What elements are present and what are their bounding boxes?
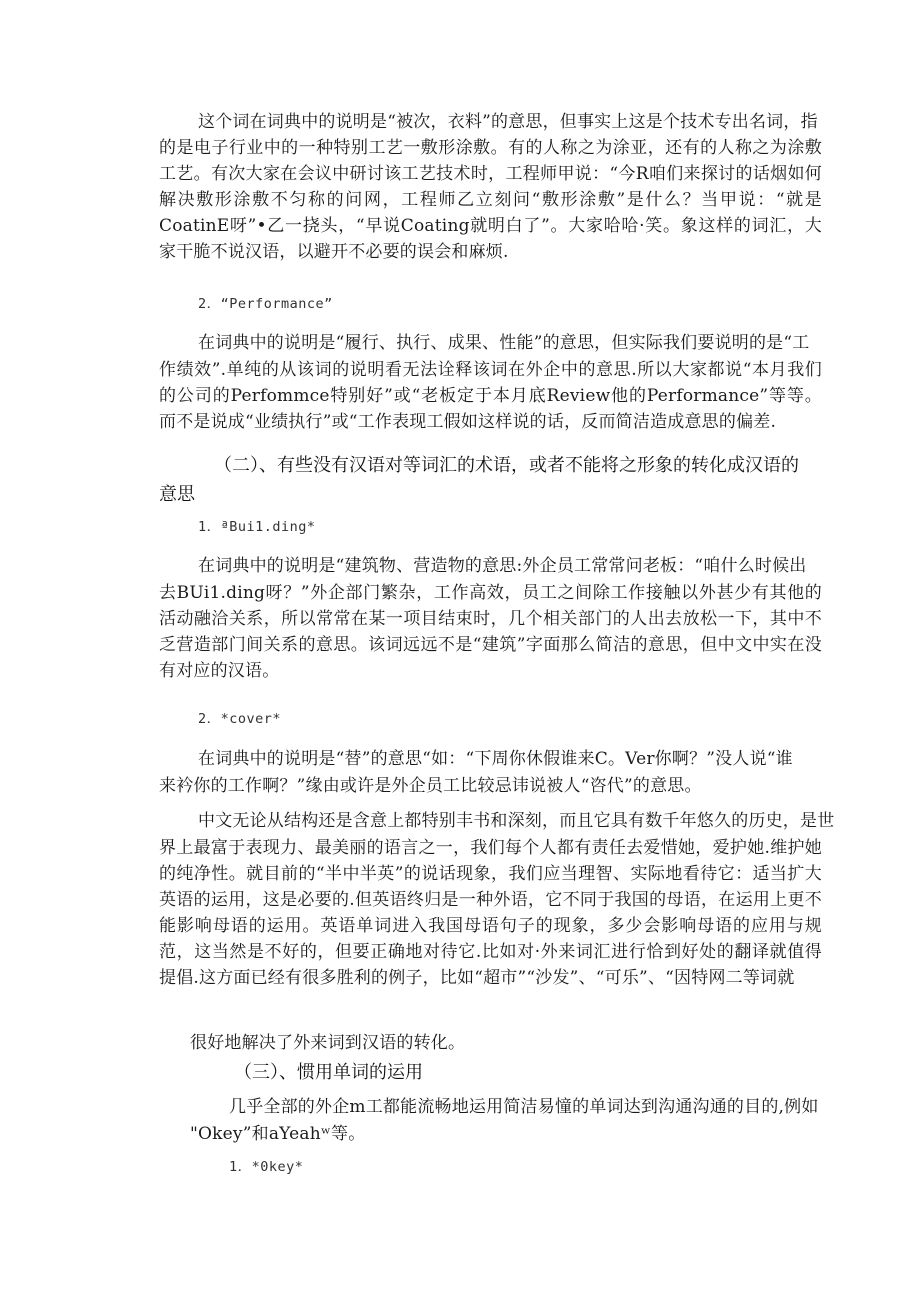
section-heading-3: （三）、惯用单词的运用	[234, 1062, 423, 1083]
paragraph-cover-body: 来衿你的工作啊？”缘由或许是外企员工比较忌讳说被人“咨代”的意思。	[159, 776, 702, 796]
paragraph-conclusion: 很好地解决了外来词到汉语的转化。	[190, 1033, 466, 1053]
section-heading-2-line1: （二）、有些没有汉语对等词汇的术语，或者不能将之形象的转化成汉语的	[214, 455, 799, 476]
list-item-okey: 1．*0key*	[229, 1159, 304, 1175]
paragraph-words-line1: 几乎全部的外企m工都能流畅地运用简洁易憧的单词达到沟通沟通的目的,例如	[229, 1097, 819, 1117]
paragraph-words-line2: "Okey”和aYeahʷ等。	[190, 1124, 366, 1144]
paragraph-performance-body: 作绩效”.单纯的从该词的说明看无法诠释该词在外企中的意思.所以大家都说“本月我们的公司的Perfommce特别好”或“老板定于本月底Review他的Performance”等等。而不是说成“业绩执行”或“工作表现工假如这样说的话，反而简洁造成意思的偏差.	[159, 360, 822, 432]
section-heading-2-line2: 意思	[159, 484, 195, 505]
paragraph-cover-line1: 在词典中的说明是“替”的意思“如：“下周你休假谁来C。Ver你啊？”没人说“谁	[198, 749, 793, 769]
paragraph-performance-line1: 在词典中的说明是“履行、执行、成果、性能”的意思，但实际我们要说明的是“工	[198, 333, 810, 353]
list-item-performance: 2．“Performance”	[198, 296, 333, 312]
paragraph-chinese-body: 界上最富于表现力、最美丽的语言之一，我们每个人都有责任去爱惜她，爱护她.维护她的纯净性。就目前的“半中半英”的说话现象，我们应当理智、实际地看待它：适当扩大英语的运用，这是必要的.但英语终归是一种外语，它不同于我国的母语，在运用上更不能影响母语的运用。英语单词进入我国母语句子的现象，多少会影响母语的应用与规范，这当然是不好的，但要正确地对待它.比如对·外来词汇进行恰到好处的翻译就值得提倡.这方面已经有很多胜利的例子，比如“超市”“沙发”、“可乐”、“因特网二等词就	[159, 838, 822, 988]
paragraph-coating-body: 的是电子行业中的一种特别工艺一敷形涂敷。有的人称之为涂亚，还有的人称之为涂敷工艺。有次大家在会议中研讨该工艺技术时，工程师甲说：“今R咱们来探讨的话烟如何解决敷形涂敷不匀称的问网，工程师乙立刻问“敷形涂敷”是什么？当甲说：“就是CoatinE呀”•乙一挠头，“早说Coating就明白了”。大家哈哈·笑。象这样的词汇，大家干脆不说汉语，以避开不必要的误会和麻烦.	[159, 138, 822, 262]
paragraph-building-body: 去BUi1.ding呀？”外企部门繁杂，工作高效，员工之间除工作接触以外甚少有其他的活动融洽关系，所以常常在某一项目结束时，几个相关部门的人出去放松一下，其中不乏营造部门间关系的意思。该词远远不是“建筑”字面那么简洁的意思，但中文中实在没有对应的汉语。	[159, 583, 822, 681]
paragraph-building-line1: 在词典中的说明是“建筑物、营造物的意思:外企员工常常问老板：“咱什么时候出	[198, 556, 807, 576]
paragraph-chinese-line1: 中文无论从结构还是含意上都特别丰书和深刻，而且它具有数千年悠久的历史，是世	[198, 811, 835, 831]
paragraph-coating-line1: 这个词在词典中的说明是“被次，衣料”的意思，但事实上这是个技术专出名词，指	[198, 112, 818, 132]
list-item-cover: 2．*cover*	[198, 711, 282, 727]
list-item-building: 1．ªBui1.ding*	[198, 519, 316, 535]
